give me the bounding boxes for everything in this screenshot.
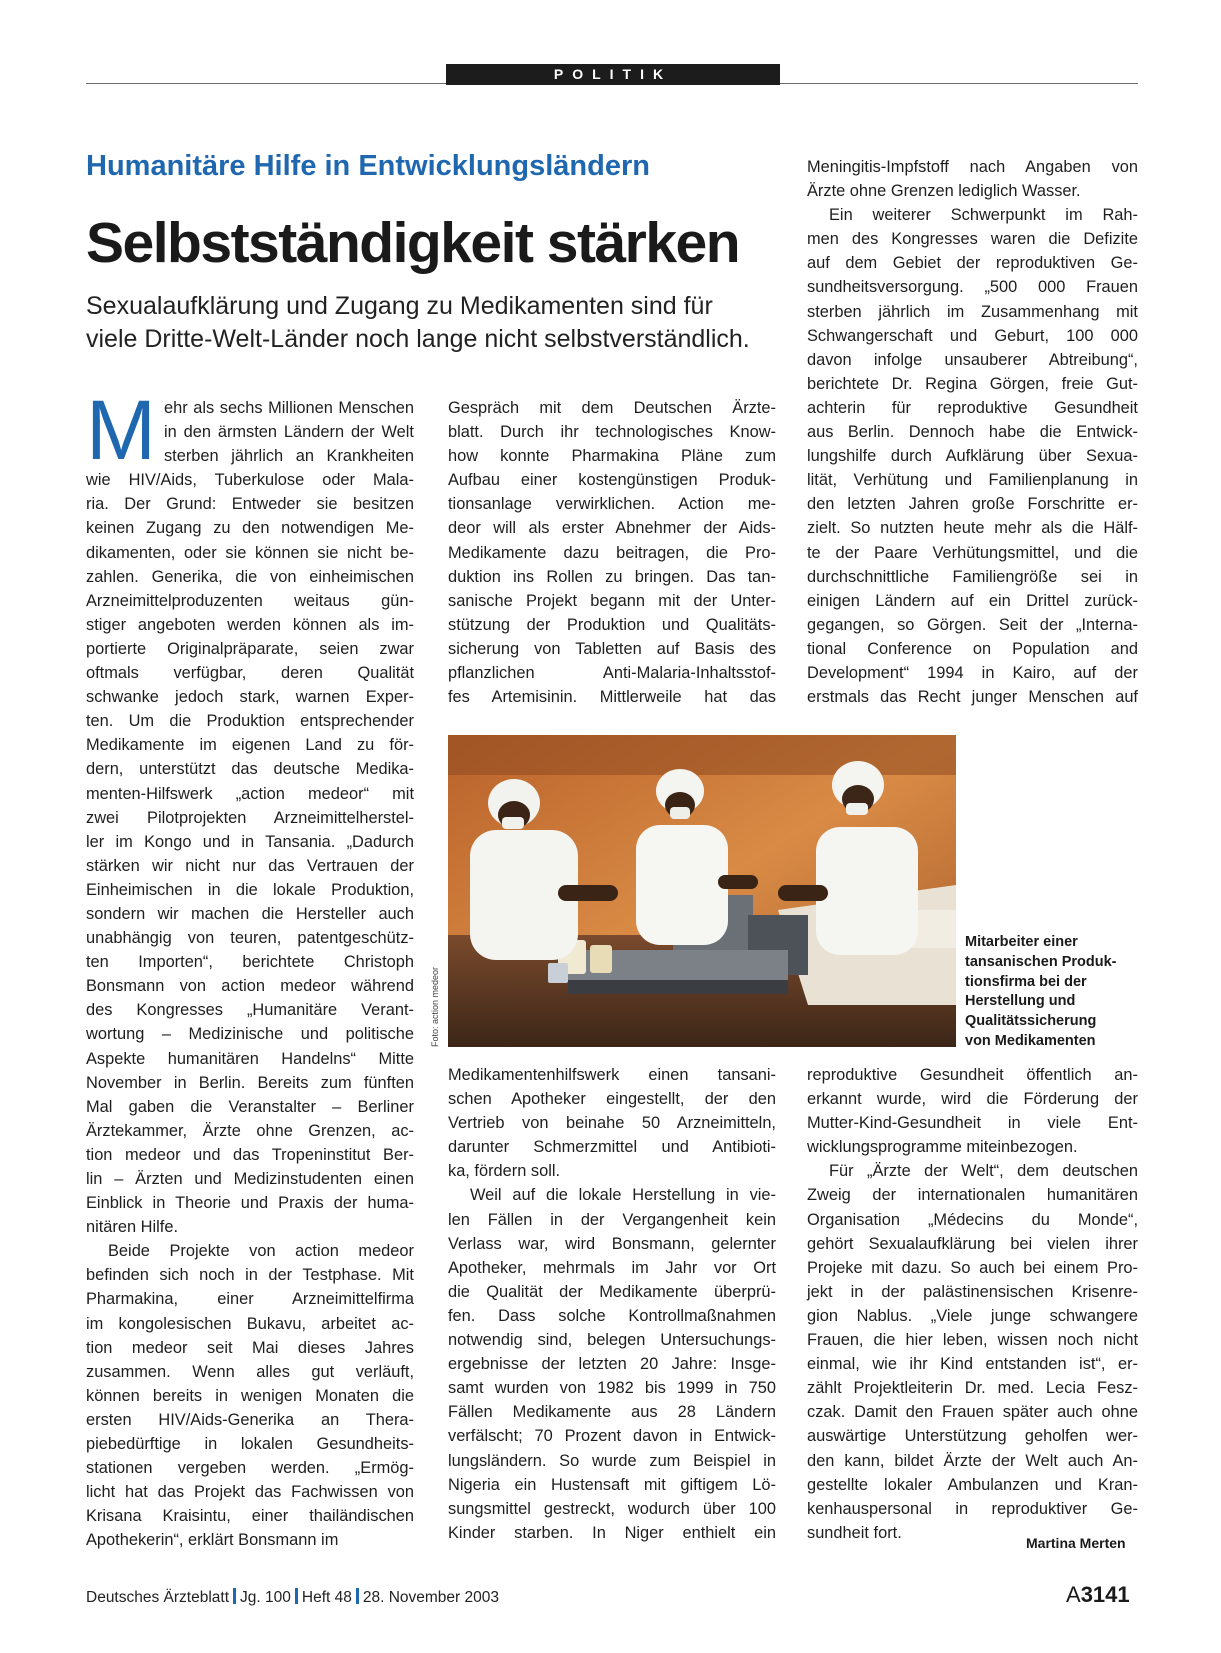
text-line: pflanzlichen Anti-Malaria-Inhaltsstof-: [448, 664, 776, 683]
text-line: Krisana Kraisintu, einer thailändischen: [86, 1507, 414, 1526]
text-line: fen. Dass solche Kontrollmaßnahmen: [448, 1306, 776, 1325]
text-line: den letzten Jahren große Forschritte er-: [807, 495, 1138, 514]
journal-name: Deutsches Ärzteblatt: [86, 1589, 230, 1606]
text-line: können bereits in wenigen Monaten die: [86, 1386, 414, 1405]
text-line: czak. Damit den Frauen später auch ohne: [807, 1403, 1138, 1422]
footer-separator: [233, 1588, 236, 1604]
text-line: tion medeor und das Tropeninstitut Ber-: [86, 1145, 414, 1164]
text-line: erkannt wurde, wird die Förderung der: [807, 1090, 1138, 1109]
text-line: Weil auf die lokale Herstellung in vie-: [470, 1186, 776, 1205]
text-line: Aspekte humanitären Handelns“ Mitte: [86, 1049, 414, 1068]
text-line: kenhauspersonal in reproduktiver Ge-: [807, 1499, 1138, 1518]
text-line: zielt. So nutzten heute mehr als die Hälf-: [807, 519, 1138, 538]
text-line: ersten HIV/Aids-Generika an Thera-: [86, 1410, 414, 1429]
text-line: Projeke mit dazu. So auch bei einem Pro-: [807, 1258, 1138, 1277]
text-line: sundheit fort.: [807, 1523, 902, 1542]
text-line: Vertrieb von beinahe 50 Arzneimitteln,: [448, 1114, 776, 1133]
text-line: licht hat das Projekt das Fachwissen von: [86, 1483, 414, 1502]
text-line: zahlen. Generika, die von einheimischen: [86, 567, 414, 586]
text-line: fes Artemisinin. Mittlerweile hat das: [448, 688, 776, 707]
text-line: Aufbau einer kostengünstigen Produk-: [448, 471, 776, 490]
article-lede: [86, 290, 786, 356]
text-line: durchschnittliche Familiengröße sei in: [807, 567, 1138, 586]
text-line: verfälscht; 70 Prozent davon in Entwick-: [448, 1427, 776, 1446]
text-line: wie HIV/Aids, Tuberkulose oder Mala-: [86, 471, 414, 490]
text-line: ka, fördern soll.: [448, 1162, 561, 1181]
text-line: auf dem Gebiet der reproduktiven Ge-: [807, 254, 1138, 273]
text-line: Ärzte ohne Grenzen lediglich Wasser.: [807, 182, 1081, 201]
text-line: Für „Ärzte der Welt“, dem deutschen: [829, 1162, 1138, 1181]
text-line: einmal, wie ihr Kind entstanden ist“, er-: [807, 1355, 1138, 1374]
text-line: Fällen Medikamente aus 28 Ländern: [448, 1403, 776, 1422]
section-label: POLITIK: [446, 64, 780, 85]
volume: Jg. 100: [240, 1589, 291, 1606]
text-line: im kongolesischen Bukavu, arbeitet ac-: [86, 1314, 414, 1333]
text-line: schwanke jedoch stark, warnen Exper-: [86, 688, 414, 707]
text-line: davon infolge unsauberer Abtreibung“,: [807, 350, 1138, 369]
caption-line: tansanischen Produk-: [965, 953, 1117, 970]
page-prefix: A: [1066, 1582, 1081, 1607]
text-line: stärken wir nicht nur das Vertrauen der: [86, 856, 414, 875]
text-line: sterben jährlich an Krankheiten: [163, 447, 414, 466]
text-column-3-bottom: [807, 1063, 1138, 1545]
text-line: zusammen. Wenn alles gut verläuft,: [86, 1362, 414, 1381]
text-line: erstmals das Recht junger Menschen auf: [807, 688, 1138, 707]
text-line: Verlass war, wird Bonsmann, gelernter: [448, 1234, 776, 1253]
text-line: notwendig sind, belegen Untersuchungs-: [448, 1331, 776, 1350]
text-line: zwei Pilotprojekten Arzneimittelherstel-: [86, 808, 414, 827]
text-line: ten. Um die Produktion entsprechender: [86, 712, 414, 731]
text-line: ehr als sechs Millionen Menschen: [163, 399, 414, 417]
text-line: befinden sich noch in der Testphase. Mit: [86, 1266, 414, 1285]
text-line: tionsanlage verwirklichen. Action me-: [448, 495, 776, 514]
text-line: Organisation „Médecins du Monde“,: [807, 1210, 1138, 1229]
text-line: Medikamente dazu beitragen, die Pro-: [448, 543, 776, 562]
text-line: gehört Sexualaufklärung bei vielen ihrer: [807, 1234, 1138, 1253]
text-line: dikamenten, oder sie können sie nicht be-: [86, 543, 414, 562]
caption-line: tionsfirma bei der: [965, 973, 1087, 990]
photo-caption: [965, 933, 1140, 1052]
text-line: sungsmittel gestreckt, wodurch über 100: [448, 1499, 776, 1518]
text-line: sundheitsversorgung. „500 000 Frauen: [807, 278, 1138, 297]
text-line: November in Berlin. Bereits zum fünften: [86, 1073, 414, 1092]
text-line: Arzneimittelproduzenten weitaus gün-: [86, 591, 414, 610]
text-line: stützung der Produktion und Qualitäts-: [448, 615, 776, 634]
text-line: gestellte lokaler Ambulanzen und Kran-: [807, 1475, 1138, 1494]
text-line: Beide Projekte von action medeor: [108, 1242, 414, 1261]
text-line: Einheimischen in die lokale Produktion,: [86, 880, 414, 899]
text-line: portierte Originalpräparate, seien zwar: [86, 639, 414, 658]
text-line: Medikamente im eigenen Land zu för-: [86, 736, 414, 755]
text-line: zählt Projektleiterin Dr. med. Lecia Fesz-: [807, 1379, 1138, 1398]
text-line: Apothekerin“, erklärt Bonsmann im: [86, 1531, 339, 1550]
text-line: unabhängig von teuren, patentgeschütz-: [86, 929, 414, 948]
text-line: Apotheker, mehrmals im Jahr vor Ort: [448, 1258, 776, 1277]
text-line: Pharmakina, einer Arzneimittelfirma: [86, 1290, 414, 1309]
text-line: Schwangerschaft und Geburt, 100 000: [807, 326, 1138, 345]
text-line: wicklungsprogramme miteinbezogen.: [807, 1138, 1078, 1157]
drop-cap: M: [86, 383, 156, 477]
text-line: len Fällen in der Vergangenheit kein: [448, 1210, 776, 1229]
date: 28. November 2003: [362, 1589, 499, 1606]
issue: Heft 48: [301, 1589, 352, 1606]
caption-line: von Medikamenten: [965, 1032, 1096, 1049]
text-line: wortung – Medizinische und politische: [86, 1025, 414, 1044]
text-line: sondern wir machen die Hersteller auch: [86, 904, 414, 923]
text-line: tional Conference on Population and: [807, 639, 1138, 658]
article-kicker: Humanitäre Hilfe in Entwicklungsländern: [86, 150, 650, 182]
text-line: reproduktive Gesundheit öffentlich an-: [807, 1066, 1138, 1084]
text-line: sicherung von Tabletten auf Basis des: [448, 639, 776, 658]
lede-line: viele Dritte-Welt-Länder noch lange nicht selbstverständlich.: [86, 325, 750, 353]
text-line: ten Importen“, berichtete Christoph: [86, 953, 414, 972]
text-line: tion medeor seit Mai dieses Jahres: [86, 1338, 414, 1357]
text-line: te der Paare Verhütungsmittel, und die: [807, 543, 1138, 562]
text-line: Einblick in Theorie und Praxis der huma-: [86, 1194, 414, 1213]
text-line: in den ärmsten Ländern der Welt: [163, 423, 414, 442]
article-headline: Selbstständigkeit stärken: [86, 211, 740, 275]
caption-line: Qualitätssicherung: [965, 1013, 1097, 1030]
footer-separator: [356, 1588, 359, 1604]
text-column-3-top: [807, 155, 1138, 709]
text-line: berichtete Dr. Regina Görgen, freie Gut-: [807, 374, 1138, 393]
text-line: Ein weiterer Schwerpunkt im Rah-: [829, 206, 1138, 225]
text-line: Kinder starben. In Niger enthielt ein: [448, 1523, 776, 1542]
text-line: sterben jährlich im Zusammenhang mit: [807, 302, 1138, 321]
text-line: Gespräch mit dem Deutschen Ärzte-: [448, 399, 776, 417]
photo-credit: Foto: action medeor: [430, 966, 440, 1047]
text-column-2-bottom: [448, 1063, 776, 1545]
text-line: lungsländern. So wurde zum Beispiel in: [448, 1451, 776, 1470]
text-line: men des Kongresses waren die Defizite: [807, 230, 1138, 249]
factory-workers-photo: [448, 735, 956, 1047]
text-line: die Qualität der Medikamente überprü-: [448, 1282, 776, 1301]
text-line: gion Nablus. „Viele junge schwangere: [807, 1306, 1138, 1325]
text-line: achterin für reproduktive Gesundheit: [807, 398, 1138, 417]
text-line: schen Apotheker eingestellt, der den: [448, 1090, 776, 1109]
caption-line: Herstellung und: [965, 993, 1076, 1010]
text-line: oftmals verfügbar, deren Qualität: [86, 664, 414, 683]
page-number-value: 3141: [1080, 1582, 1130, 1607]
text-line: Frauen, die hier leben, wissen noch nicht: [807, 1331, 1138, 1350]
text-line: auswärtige Unterstützung geholfen wer-: [807, 1427, 1138, 1446]
text-line: nitären Hilfe.: [86, 1218, 179, 1237]
text-line: Zweig der internationalen humanitären: [807, 1186, 1138, 1205]
text-line: Development“ 1994 in Kairo, auf der: [807, 663, 1138, 682]
text-line: stationen vergeben werden. „Ermög-: [86, 1459, 414, 1478]
text-line: jekt in der palästinensischen Krisenre-: [807, 1282, 1138, 1301]
text-line: Ärztekammer, Ärzte ohne Grenzen, ac-: [86, 1121, 414, 1140]
text-line: samt wurden von 1982 bis 1999 in 750: [448, 1379, 776, 1398]
text-line: menten-Hilfswerk „action medeor“ mit: [86, 784, 414, 803]
lede-line: Sexualaufklärung und Zugang zu Medikamenten sind für: [86, 292, 713, 320]
text-line: Mal gaben die Veranstalter – Berliner: [86, 1097, 414, 1116]
text-line: Mutter-Kind-Gesundheit in viele Ent-: [807, 1114, 1138, 1133]
caption-line: Mitarbeiter einer: [965, 934, 1078, 950]
text-line: des Kongresses „Humanitäre Verant-: [86, 1001, 414, 1020]
text-line: how konnte Pharmakina Pläne zum: [448, 447, 776, 466]
text-line: blatt. Durch ihr technologisches Know-: [448, 423, 776, 442]
text-line: aus Berlin. Dennoch habe die Entwick-: [807, 423, 1138, 442]
text-line: einigen Ländern auf ein Drittel zurück-: [807, 591, 1138, 610]
text-column-2-top: [448, 396, 776, 709]
footer-citation: [86, 1588, 499, 1607]
footer-separator: [295, 1588, 298, 1604]
text-line: duktion ins Rollen zu bringen. Das tan-: [448, 567, 776, 586]
text-line: lität, Verhütung und Familienplanung in: [807, 471, 1138, 490]
text-line: lin – Ärzten und Medizinstudenten einen: [86, 1170, 414, 1188]
text-line: gegangen, so Görgen. Seit der „Interna-: [807, 615, 1138, 634]
text-line: deor will als erster Abnehmer der Aids-: [448, 519, 776, 538]
text-line: darunter Schmerzmittel und Antibioti-: [448, 1138, 776, 1157]
text-line: dern, unterstützt das deutsche Medika-: [86, 760, 414, 779]
text-line: piebedürftige in lokalen Gesundheits-: [86, 1435, 414, 1454]
text-line: lungshilfe durch Aufklärung über Sexua-: [807, 447, 1138, 466]
text-line: Medikamentenhilfswerk einen tansani-: [448, 1066, 776, 1084]
text-line: keinen Zugang zu den notwendigen Me-: [86, 519, 414, 538]
text-line: Nigeria ein Hustensaft mit giftigem Lö-: [448, 1475, 776, 1494]
author-name: Martina Merten: [1026, 1535, 1126, 1551]
text-line: ergebnisse der letzten 20 Jahre: Insge-: [448, 1355, 776, 1374]
text-line: sanische Projekt begann mit der Unter-: [448, 591, 776, 610]
page-number: [1066, 1582, 1130, 1608]
text-line: ria. Der Grund: Entweder sie besitzen: [86, 495, 414, 514]
text-line: stiger angeboten werden können als im-: [86, 615, 414, 634]
article-photo: [448, 735, 956, 1047]
text-line: ler im Kongo und in Tansania. „Dadurch: [86, 832, 414, 851]
text-line: Meningitis-Impfstoff nach Angaben von: [807, 158, 1138, 176]
text-column-1: [86, 383, 414, 1553]
text-line: Bonsmann von action medeor während: [86, 977, 414, 996]
text-line: den kann, bildet Ärzte der Welt auch An-: [807, 1451, 1138, 1470]
